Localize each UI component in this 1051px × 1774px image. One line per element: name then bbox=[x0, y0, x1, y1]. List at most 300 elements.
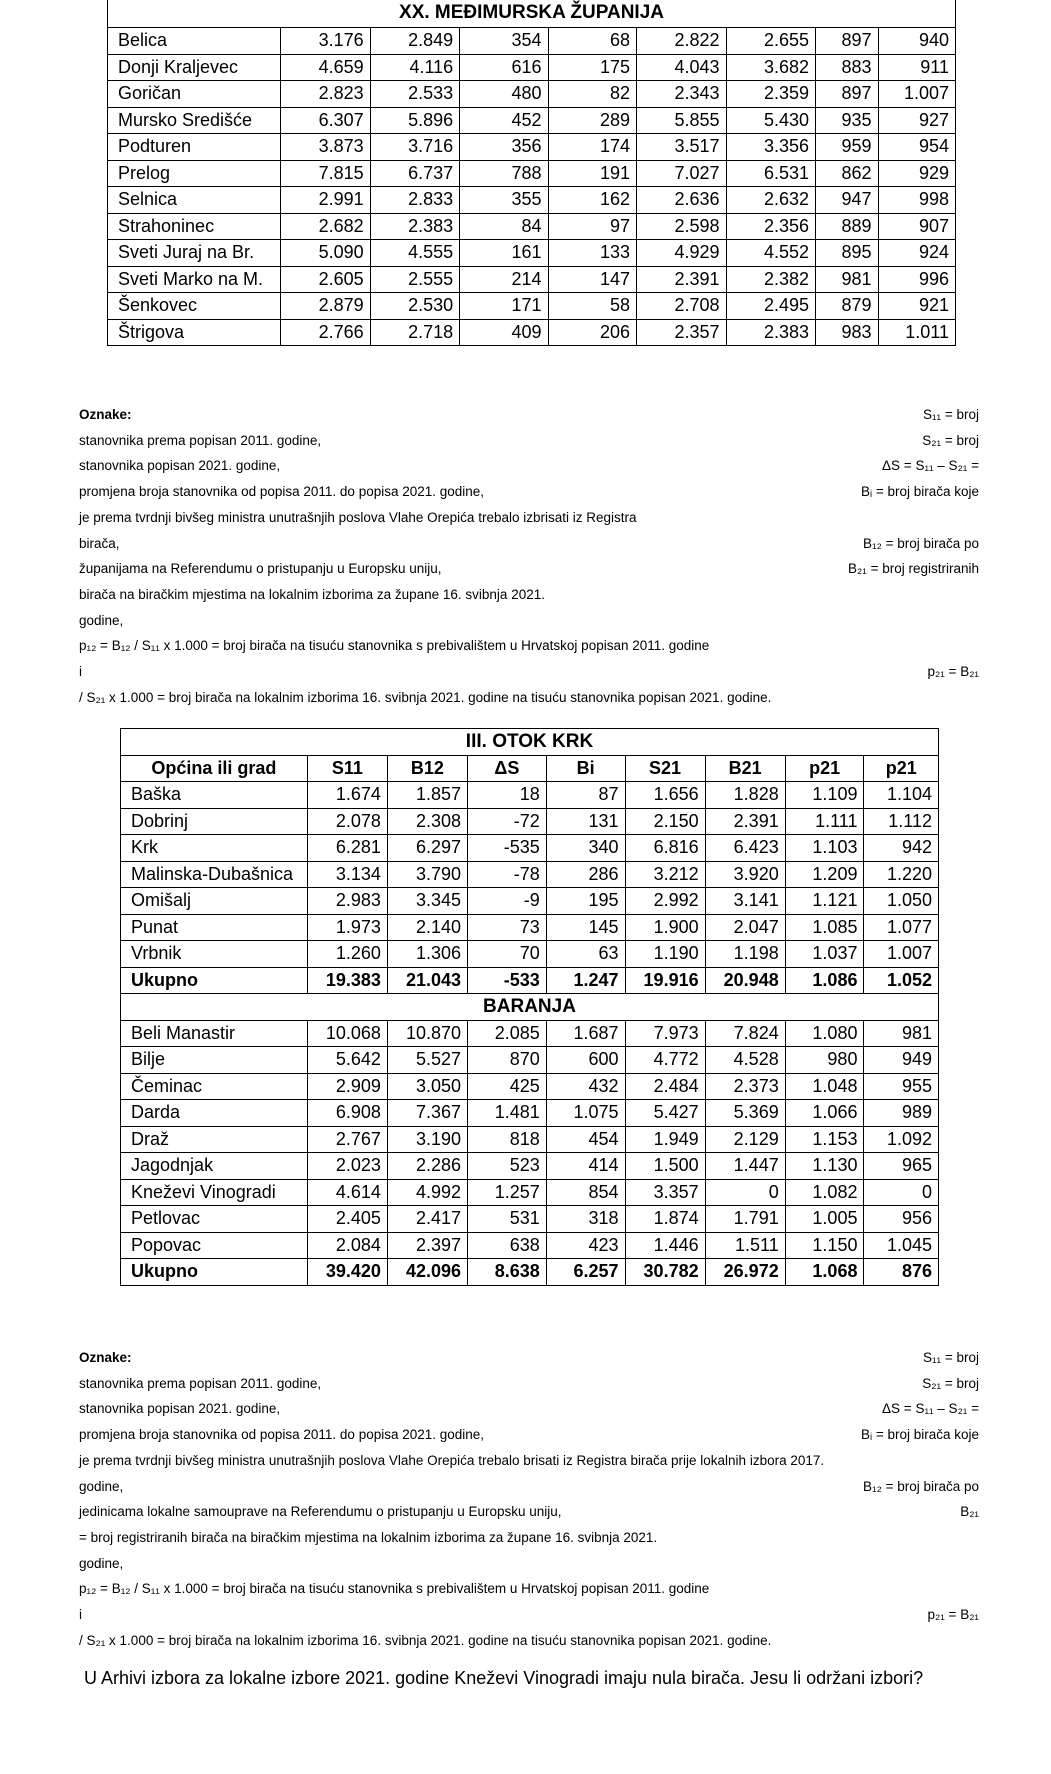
cell-value: 354 bbox=[460, 28, 548, 55]
cell-value: -72 bbox=[468, 808, 547, 835]
cell-value: 161 bbox=[460, 240, 548, 267]
table-row bbox=[121, 967, 939, 994]
row-label: Goričan bbox=[108, 81, 281, 108]
note-symbol-definition: S₂₁ = broj bbox=[922, 432, 979, 448]
cell-value: 638 bbox=[468, 1232, 547, 1259]
cell-value: 6.281 bbox=[307, 835, 387, 862]
cell-value: 1.874 bbox=[625, 1206, 705, 1233]
note-line: Oznake: bbox=[79, 407, 132, 422]
cell-value: 3.345 bbox=[387, 888, 467, 915]
cell-value: 879 bbox=[816, 293, 878, 320]
table-row bbox=[121, 888, 939, 915]
table-row bbox=[108, 107, 956, 134]
row-label: Štrigova bbox=[108, 319, 281, 346]
note-line: godine, bbox=[79, 1478, 124, 1494]
cell-value: 955 bbox=[864, 1073, 939, 1100]
cell-value: 3.716 bbox=[370, 134, 460, 161]
cell-value: 1.005 bbox=[785, 1206, 864, 1233]
cell-value: 6.297 bbox=[387, 835, 467, 862]
table-row bbox=[121, 861, 939, 888]
row-label: Sveti Marko na M. bbox=[108, 266, 281, 293]
cell-value: 889 bbox=[816, 213, 878, 240]
cell-value: 1.973 bbox=[307, 914, 387, 941]
cell-value: 1.687 bbox=[546, 1020, 625, 1047]
note-line: = broj registriranih birača na biračkim mjestima na lokalnim izborima za župane 16. svibnja 2021. bbox=[79, 1529, 658, 1545]
column-header: S21 bbox=[625, 755, 705, 782]
cell-value: 171 bbox=[460, 293, 548, 320]
cell-value: 289 bbox=[548, 107, 636, 134]
note-line: p₁₂ = B₁₂ / S₁₁ x 1.000 = broj birača na tisuću stanovnika s prebivalištem u Hrvatskoj popisan 2011. godine bbox=[79, 638, 710, 654]
row-label: Draž bbox=[121, 1126, 308, 1153]
table-row bbox=[121, 914, 939, 941]
cell-value: 18 bbox=[468, 782, 547, 809]
note-symbol-definition: B₁₂ = broj birača po bbox=[863, 1478, 979, 1494]
note-line: stanovnika popisan 2021. godine, bbox=[79, 458, 281, 474]
cell-value: 3.790 bbox=[387, 861, 467, 888]
section-title: BARANJA bbox=[121, 994, 939, 1021]
table-row bbox=[108, 240, 956, 267]
cell-value: 6.531 bbox=[726, 160, 816, 187]
cell-value: 3.134 bbox=[307, 861, 387, 888]
cell-value: 2.822 bbox=[637, 28, 727, 55]
cell-value: 3.682 bbox=[726, 54, 816, 81]
note-line: birača, bbox=[79, 535, 120, 551]
cell-value: 5.855 bbox=[637, 107, 727, 134]
cell-value: 924 bbox=[878, 240, 956, 267]
note-line: i bbox=[79, 664, 82, 679]
cell-value: 7.367 bbox=[387, 1100, 467, 1127]
cell-value: 1.500 bbox=[625, 1153, 705, 1180]
table-title: III. OTOK KRK bbox=[121, 729, 939, 756]
cell-value: 8.638 bbox=[468, 1259, 547, 1286]
cell-value: 4.552 bbox=[726, 240, 816, 267]
cell-value: 5.369 bbox=[705, 1100, 785, 1127]
cell-value: 133 bbox=[548, 240, 636, 267]
cell-value: 1.050 bbox=[864, 888, 939, 915]
note-symbol-definition: p₂₁ = B₂₁ bbox=[927, 1607, 979, 1622]
table-row bbox=[121, 1206, 939, 1233]
cell-value: 3.050 bbox=[387, 1073, 467, 1100]
cell-value: 0 bbox=[705, 1179, 785, 1206]
cell-value: 2.391 bbox=[637, 266, 727, 293]
table-row bbox=[121, 1100, 939, 1127]
note-symbol-definition: p₂₁ = B₂₁ bbox=[927, 664, 979, 679]
cell-value: 2.391 bbox=[705, 808, 785, 835]
cell-value: 4.555 bbox=[370, 240, 460, 267]
cell-value: 3.141 bbox=[705, 888, 785, 915]
cell-value: -533 bbox=[468, 967, 547, 994]
section-title-row bbox=[121, 994, 939, 1021]
cell-value: 340 bbox=[546, 835, 625, 862]
table-row bbox=[108, 213, 956, 240]
cell-value: 1.068 bbox=[785, 1259, 864, 1286]
cell-value: 1.220 bbox=[864, 861, 939, 888]
cell-value: 929 bbox=[878, 160, 956, 187]
cell-value: 4.614 bbox=[307, 1179, 387, 1206]
cell-value: 84 bbox=[460, 213, 548, 240]
cell-value: 26.972 bbox=[705, 1259, 785, 1286]
row-label: Ukupno bbox=[121, 1259, 308, 1286]
cell-value: 4.772 bbox=[625, 1047, 705, 1074]
row-label: Jagodnjak bbox=[121, 1153, 308, 1180]
cell-value: 818 bbox=[468, 1126, 547, 1153]
note-symbol-definition: Bᵢ = broj birača koje bbox=[860, 1427, 979, 1443]
cell-value: 2.530 bbox=[370, 293, 460, 320]
table-row bbox=[108, 319, 956, 346]
question-text: U Arhivi izbora za lokalne izbore 2021. godine Kneževi Vinogradi imaju nula birača. Jesu li održani izbori? bbox=[84, 1668, 924, 1688]
cell-value: 2.983 bbox=[307, 888, 387, 915]
cell-value: 2.495 bbox=[726, 293, 816, 320]
note-symbol-definition: S₁₁ = broj bbox=[922, 407, 979, 422]
cell-value: 2.140 bbox=[387, 914, 467, 941]
cell-value: 7.973 bbox=[625, 1020, 705, 1047]
cell-value: 162 bbox=[548, 187, 636, 214]
cell-value: 63 bbox=[546, 941, 625, 968]
cell-value: 1.109 bbox=[785, 782, 864, 809]
cell-value: 2.879 bbox=[281, 293, 371, 320]
cell-value: 3.356 bbox=[726, 134, 816, 161]
cell-value: 5.430 bbox=[726, 107, 816, 134]
cell-value: 949 bbox=[864, 1047, 939, 1074]
cell-value: 1.111 bbox=[785, 808, 864, 835]
table-row bbox=[108, 293, 956, 320]
cell-value: 7.824 bbox=[705, 1020, 785, 1047]
cell-value: 996 bbox=[878, 266, 956, 293]
table-row bbox=[108, 266, 956, 293]
cell-value: 0 bbox=[864, 1179, 939, 1206]
cell-value: 531 bbox=[468, 1206, 547, 1233]
column-header: Bi bbox=[546, 755, 625, 782]
cell-value: 1.112 bbox=[864, 808, 939, 835]
row-label: Punat bbox=[121, 914, 308, 941]
cell-value: 30.782 bbox=[625, 1259, 705, 1286]
note-line: stanovnika prema popisan 2011. godine, bbox=[79, 432, 322, 448]
cell-value: 1.007 bbox=[864, 941, 939, 968]
cell-value: 1.656 bbox=[625, 782, 705, 809]
cell-value: 1.306 bbox=[387, 941, 467, 968]
cell-value: 1.085 bbox=[785, 914, 864, 941]
cell-value: 73 bbox=[468, 914, 547, 941]
cell-value: 2.632 bbox=[726, 187, 816, 214]
cell-value: 1.130 bbox=[785, 1153, 864, 1180]
cell-value: 600 bbox=[546, 1047, 625, 1074]
cell-value: 145 bbox=[546, 914, 625, 941]
cell-value: 1.446 bbox=[625, 1232, 705, 1259]
table-row bbox=[121, 1179, 939, 1206]
cell-value: 1.674 bbox=[307, 782, 387, 809]
cell-value: 2.383 bbox=[726, 319, 816, 346]
cell-value: 1.247 bbox=[546, 967, 625, 994]
note-line: / S₂₁ x 1.000 = broj birača na lokalnim izborima 16. svibnja 2021. godine na tisuću stanovnika popisan 2021. godine. bbox=[79, 1632, 772, 1648]
cell-value: 2.909 bbox=[307, 1073, 387, 1100]
cell-value: 2.085 bbox=[468, 1020, 547, 1047]
cell-value: 1.007 bbox=[878, 81, 956, 108]
cell-value: 2.682 bbox=[281, 213, 371, 240]
cell-value: 980 bbox=[785, 1047, 864, 1074]
note-line: jedinicama lokalne samouprave na Referendumu o pristupanju u Europsku uniju, bbox=[79, 1504, 562, 1520]
cell-value: 480 bbox=[460, 81, 548, 108]
cell-value: 6.307 bbox=[281, 107, 371, 134]
cell-value: 2.605 bbox=[281, 266, 371, 293]
cell-value: 2.356 bbox=[726, 213, 816, 240]
cell-value: 1.209 bbox=[785, 861, 864, 888]
table-title: XX. MEĐIMURSKA ŽUPANIJA bbox=[108, 0, 956, 28]
note-line: promjena broja stanovnika od popisa 2011. do popisa 2021. godine, bbox=[79, 484, 485, 500]
cell-value: 2.023 bbox=[307, 1153, 387, 1180]
cell-value: 6.737 bbox=[370, 160, 460, 187]
cell-value: 1.052 bbox=[864, 967, 939, 994]
cell-value: 206 bbox=[548, 319, 636, 346]
cell-value: 19.383 bbox=[307, 967, 387, 994]
cell-value: 2.636 bbox=[637, 187, 727, 214]
row-label: Darda bbox=[121, 1100, 308, 1127]
cell-value: 2.833 bbox=[370, 187, 460, 214]
column-header: B12 bbox=[387, 755, 467, 782]
cell-value: 6.257 bbox=[546, 1259, 625, 1286]
note-symbol-definition: ΔS = S₁₁ – S₂₁ = bbox=[882, 458, 979, 474]
cell-value: 423 bbox=[546, 1232, 625, 1259]
cell-value: 981 bbox=[864, 1020, 939, 1047]
cell-value: 2.417 bbox=[387, 1206, 467, 1233]
table-row bbox=[121, 808, 939, 835]
cell-value: 1.791 bbox=[705, 1206, 785, 1233]
cell-value: 1.103 bbox=[785, 835, 864, 862]
cell-value: 6.423 bbox=[705, 835, 785, 862]
cell-value: 1.150 bbox=[785, 1232, 864, 1259]
cell-value: 1.086 bbox=[785, 967, 864, 994]
cell-value: 1.011 bbox=[878, 319, 956, 346]
column-header: p21 bbox=[864, 755, 939, 782]
cell-value: 3.517 bbox=[637, 134, 727, 161]
note-line: Oznake: bbox=[79, 1350, 132, 1365]
row-label: Mursko Središće bbox=[108, 107, 281, 134]
cell-value: 2.655 bbox=[726, 28, 816, 55]
note-line: godine, bbox=[79, 1555, 124, 1571]
cell-value: 998 bbox=[878, 187, 956, 214]
note-line: promjena broja stanovnika od popisa 2011. do popisa 2021. godine, bbox=[79, 1427, 485, 1443]
cell-value: 965 bbox=[864, 1153, 939, 1180]
cell-value: 897 bbox=[816, 28, 878, 55]
cell-value: 870 bbox=[468, 1047, 547, 1074]
cell-value: 1.949 bbox=[625, 1126, 705, 1153]
cell-value: 452 bbox=[460, 107, 548, 134]
header-row bbox=[121, 755, 939, 782]
cell-value: 409 bbox=[460, 319, 548, 346]
cell-value: 2.397 bbox=[387, 1232, 467, 1259]
cell-value: 1.257 bbox=[468, 1179, 547, 1206]
cell-value: 1.045 bbox=[864, 1232, 939, 1259]
cell-value: 1.075 bbox=[546, 1100, 625, 1127]
cell-value: 942 bbox=[864, 835, 939, 862]
cell-value: 1.828 bbox=[705, 782, 785, 809]
cell-value: 3.190 bbox=[387, 1126, 467, 1153]
cell-value: 947 bbox=[816, 187, 878, 214]
cell-value: 4.929 bbox=[637, 240, 727, 267]
cell-value: 147 bbox=[548, 266, 636, 293]
cell-value: 2.129 bbox=[705, 1126, 785, 1153]
cell-value: 68 bbox=[548, 28, 636, 55]
cell-value: 2.823 bbox=[281, 81, 371, 108]
column-header: Općina ili grad bbox=[121, 755, 308, 782]
cell-value: 1.900 bbox=[625, 914, 705, 941]
table-row bbox=[121, 1126, 939, 1153]
cell-value: 2.078 bbox=[307, 808, 387, 835]
cell-value: 175 bbox=[548, 54, 636, 81]
cell-value: 195 bbox=[546, 888, 625, 915]
cell-value: 4.659 bbox=[281, 54, 371, 81]
row-label: Belica bbox=[108, 28, 281, 55]
cell-value: 4.992 bbox=[387, 1179, 467, 1206]
cell-value: 286 bbox=[546, 861, 625, 888]
cell-value: 97 bbox=[548, 213, 636, 240]
cell-value: 70 bbox=[468, 941, 547, 968]
note-line: županijama na Referendumu o pristupanju u Europsku uniju, bbox=[79, 561, 442, 577]
cell-value: 921 bbox=[878, 293, 956, 320]
cell-value: 82 bbox=[548, 81, 636, 108]
column-header: B21 bbox=[705, 755, 785, 782]
row-label: Petlovac bbox=[121, 1206, 308, 1233]
cell-value: 989 bbox=[864, 1100, 939, 1127]
row-label: Prelog bbox=[108, 160, 281, 187]
table-row bbox=[121, 1232, 939, 1259]
table-row bbox=[108, 54, 956, 81]
cell-value: 927 bbox=[878, 107, 956, 134]
cell-value: 1.481 bbox=[468, 1100, 547, 1127]
cell-value: 1.082 bbox=[785, 1179, 864, 1206]
cell-value: 4.116 bbox=[370, 54, 460, 81]
row-label: Bilje bbox=[121, 1047, 308, 1074]
cell-value: 1.080 bbox=[785, 1020, 864, 1047]
cell-value: 2.405 bbox=[307, 1206, 387, 1233]
cell-value: 42.096 bbox=[387, 1259, 467, 1286]
note-line: godine, bbox=[79, 612, 124, 628]
cell-value: 4.043 bbox=[637, 54, 727, 81]
table-row bbox=[121, 1073, 939, 1100]
cell-value: 876 bbox=[864, 1259, 939, 1286]
cell-value: 10.870 bbox=[387, 1020, 467, 1047]
row-label: Krk bbox=[121, 835, 308, 862]
cell-value: 3.873 bbox=[281, 134, 371, 161]
table-row bbox=[108, 160, 956, 187]
cell-value: 5.090 bbox=[281, 240, 371, 267]
note-symbol-definition: B₁₂ = broj birača po bbox=[863, 535, 979, 551]
cell-value: 2.343 bbox=[637, 81, 727, 108]
row-label: Malinska-Dubašnica bbox=[121, 861, 308, 888]
note-symbol-definition: B₂₁ = broj registriranih bbox=[848, 561, 979, 577]
cell-value: 981 bbox=[816, 266, 878, 293]
cell-value: 21.043 bbox=[387, 967, 467, 994]
cell-value: 2.150 bbox=[625, 808, 705, 835]
row-label: Strahoninec bbox=[108, 213, 281, 240]
note-line: i bbox=[79, 1607, 82, 1622]
row-label: Donji Kraljevec bbox=[108, 54, 281, 81]
cell-value: 5.527 bbox=[387, 1047, 467, 1074]
cell-value: 1.092 bbox=[864, 1126, 939, 1153]
cell-value: 2.849 bbox=[370, 28, 460, 55]
cell-value: 883 bbox=[816, 54, 878, 81]
table-row bbox=[121, 1047, 939, 1074]
cell-value: 956 bbox=[864, 1206, 939, 1233]
row-label: Sveti Juraj na Br. bbox=[108, 240, 281, 267]
cell-value: 7.027 bbox=[637, 160, 727, 187]
cell-value: 959 bbox=[816, 134, 878, 161]
cell-value: 318 bbox=[546, 1206, 625, 1233]
cell-value: 432 bbox=[546, 1073, 625, 1100]
cell-value: 355 bbox=[460, 187, 548, 214]
cell-value: 1.077 bbox=[864, 914, 939, 941]
cell-value: 2.084 bbox=[307, 1232, 387, 1259]
cell-value: 20.948 bbox=[705, 967, 785, 994]
row-label: Vrbnik bbox=[121, 941, 308, 968]
table-row bbox=[121, 835, 939, 862]
cell-value: 1.037 bbox=[785, 941, 864, 968]
cell-value: 1.447 bbox=[705, 1153, 785, 1180]
table-row bbox=[108, 134, 956, 161]
note-line: je prema tvrdnji bivšeg ministra unutrašnjih poslova Vlahe Orepića trebalo izbrisati iz Registra bbox=[79, 509, 637, 525]
cell-value: -535 bbox=[468, 835, 547, 862]
cell-value: 935 bbox=[816, 107, 878, 134]
cell-value: 58 bbox=[548, 293, 636, 320]
note-symbol-definition: S₁₁ = broj bbox=[922, 1350, 979, 1365]
cell-value: 2.598 bbox=[637, 213, 727, 240]
cell-value: 1.153 bbox=[785, 1126, 864, 1153]
cell-value: 2.359 bbox=[726, 81, 816, 108]
cell-value: 940 bbox=[878, 28, 956, 55]
cell-value: 895 bbox=[816, 240, 878, 267]
cell-value: 214 bbox=[460, 266, 548, 293]
cell-value: 1.198 bbox=[705, 941, 785, 968]
cell-value: 2.308 bbox=[387, 808, 467, 835]
cell-value: 1.857 bbox=[387, 782, 467, 809]
cell-value: 3.176 bbox=[281, 28, 371, 55]
cell-value: 2.383 bbox=[370, 213, 460, 240]
table-row bbox=[108, 187, 956, 214]
cell-value: 5.427 bbox=[625, 1100, 705, 1127]
cell-value: 523 bbox=[468, 1153, 547, 1180]
cell-value: 4.528 bbox=[705, 1047, 785, 1074]
cell-value: 616 bbox=[460, 54, 548, 81]
table-row bbox=[121, 941, 939, 968]
cell-value: 2.718 bbox=[370, 319, 460, 346]
medimurje-table bbox=[107, 0, 956, 346]
table-row bbox=[121, 1153, 939, 1180]
table-row bbox=[121, 782, 939, 809]
table-row bbox=[108, 81, 956, 108]
cell-value: -78 bbox=[468, 861, 547, 888]
cell-value: -9 bbox=[468, 888, 547, 915]
cell-value: 356 bbox=[460, 134, 548, 161]
column-header: S11 bbox=[307, 755, 387, 782]
row-label: Čeminac bbox=[121, 1073, 308, 1100]
cell-value: 2.286 bbox=[387, 1153, 467, 1180]
cell-value: 425 bbox=[468, 1073, 547, 1100]
cell-value: 911 bbox=[878, 54, 956, 81]
note-symbol-definition: B₂₁ bbox=[960, 1504, 979, 1520]
cell-value: 2.766 bbox=[281, 319, 371, 346]
cell-value: 1.104 bbox=[864, 782, 939, 809]
cell-value: 5.896 bbox=[370, 107, 460, 134]
table-row bbox=[121, 1259, 939, 1286]
note-line: stanovnika popisan 2021. godine, bbox=[79, 1401, 281, 1417]
note-symbol-definition: S₂₁ = broj bbox=[922, 1375, 979, 1391]
cell-value: 5.642 bbox=[307, 1047, 387, 1074]
cell-value: 1.048 bbox=[785, 1073, 864, 1100]
row-label: Podturen bbox=[108, 134, 281, 161]
cell-value: 3.357 bbox=[625, 1179, 705, 1206]
cell-value: 2.708 bbox=[637, 293, 727, 320]
note-symbol-definition: Bᵢ = broj birača koje bbox=[860, 484, 979, 500]
cell-value: 2.533 bbox=[370, 81, 460, 108]
